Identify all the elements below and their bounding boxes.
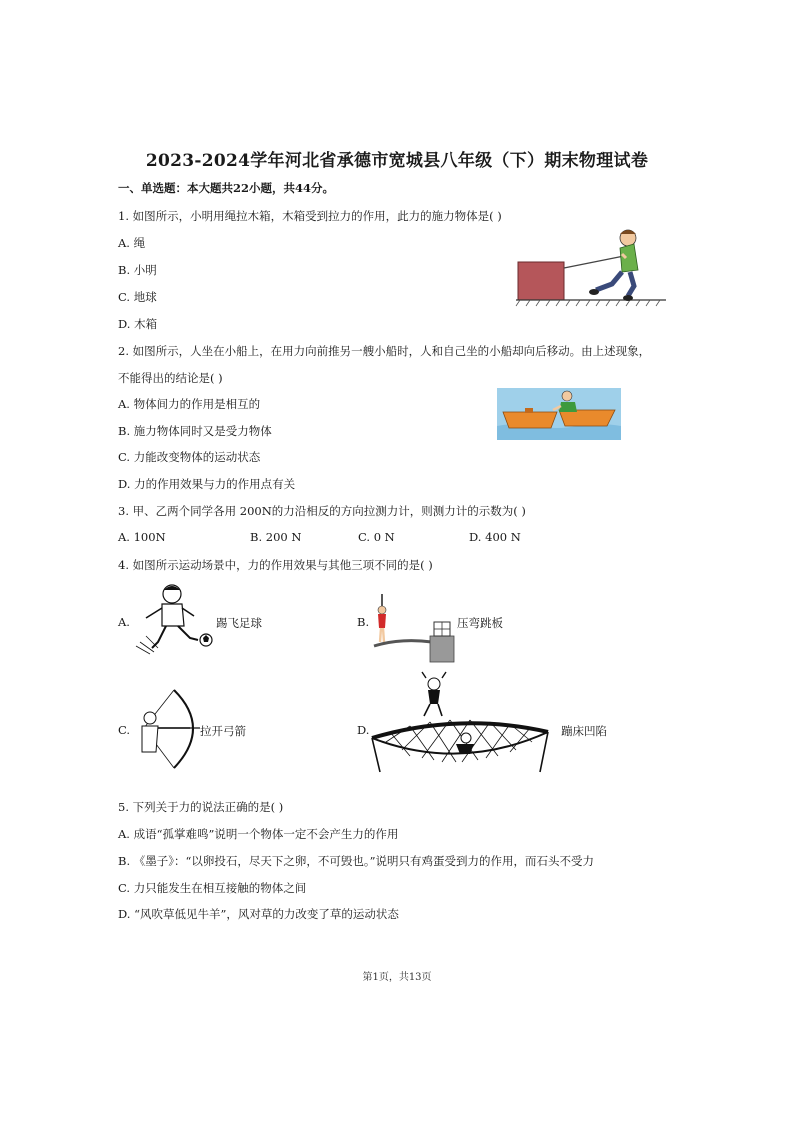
q3-stem: 3. 甲、乙两个同学各用 200N的力沿相反的方向拉测力计，则测力计的示数为( ) — [118, 504, 526, 518]
q4-stem: 4. 如图所示运动场景中，力的作用效果与其他三项不同的是( ) — [118, 558, 433, 572]
q5-option-d[interactable]: D. “风吹草低见牛羊”，风对草的力改变了草的运动状态 — [118, 907, 399, 921]
q2-option-d[interactable]: D. 力的作用效果与力的作用点有关 — [118, 477, 296, 491]
q5-option-c[interactable]: C. 力只能发生在相互接触的物体之间 — [118, 881, 307, 895]
trampoline-figure — [370, 672, 550, 772]
q2-stem-line2: 不能得出的结论是( ) — [118, 371, 223, 385]
q2-stem-line1: 2. 如图所示，人坐在小船上，在用力向前推另一艘小船时，人和自己坐的小船却向后移动。由上述现象， — [118, 344, 651, 358]
q4-option-c-letter[interactable]: C. — [118, 723, 131, 737]
q4-option-b-letter[interactable]: B. — [357, 615, 370, 629]
page-footer: 第1页，共13页 — [362, 972, 432, 983]
q1-stem: 1. 如图所示，小明用绳拉木箱，木箱受到拉力的作用，此力的施力物体是( ) — [118, 209, 502, 223]
q1-option-d[interactable]: D. 木箱 — [118, 317, 158, 331]
q2-option-b[interactable]: B. 施力物体同时又是受力物体 — [118, 424, 272, 438]
kick-ball-figure — [132, 582, 214, 656]
q5-stem: 5. 下列关于力的说法正确的是( ) — [118, 800, 284, 814]
section-heading: 一、单选题：本大题共22小题，共44分。 — [118, 181, 335, 195]
q1-option-b[interactable]: B. 小明 — [118, 263, 157, 277]
q4-option-b-caption: 压弯跳板 — [457, 616, 503, 630]
q5-option-b[interactable]: B. 《墨子》：“以卵投石，尽天下之卵，不可毁也。”说明只有鸡蛋受到力的作用，而石头不受力 — [118, 854, 595, 868]
page-title: 2023-2024学年河北省承德市宽城县八年级（下）期末物理试卷 — [145, 151, 649, 171]
q4-option-d-caption: 蹦床凹陷 — [561, 724, 607, 738]
bow-arrow-figure — [130, 688, 202, 770]
q1-option-a[interactable]: A. 绳 — [118, 236, 146, 250]
boats-figure — [497, 388, 621, 440]
q4-option-a-caption: 踢飞足球 — [216, 616, 262, 630]
q4-option-c-caption: 拉开弓箭 — [200, 724, 246, 738]
q3-option-d[interactable]: D. 400 N — [469, 530, 521, 544]
q3-option-c[interactable]: C. 0 N — [358, 530, 395, 544]
q3-option-b[interactable]: B. 200 N — [250, 530, 302, 544]
q5-option-a[interactable]: A. 成语“孤掌难鸣”说明一个物体一定不会产生力的作用 — [118, 827, 399, 841]
boy-pulling-box-figure — [516, 226, 676, 308]
q4-option-a-letter[interactable]: A. — [118, 615, 130, 629]
diving-board-figure — [370, 592, 458, 662]
q3-option-a[interactable]: A. 100N — [118, 530, 166, 544]
q2-option-c[interactable]: C. 力能改变物体的运动状态 — [118, 450, 261, 464]
q1-option-c[interactable]: C. 地球 — [118, 290, 157, 304]
q2-option-a[interactable]: A. 物体间力的作用是相互的 — [118, 397, 261, 411]
q4-option-d-letter[interactable]: D. — [357, 723, 370, 737]
